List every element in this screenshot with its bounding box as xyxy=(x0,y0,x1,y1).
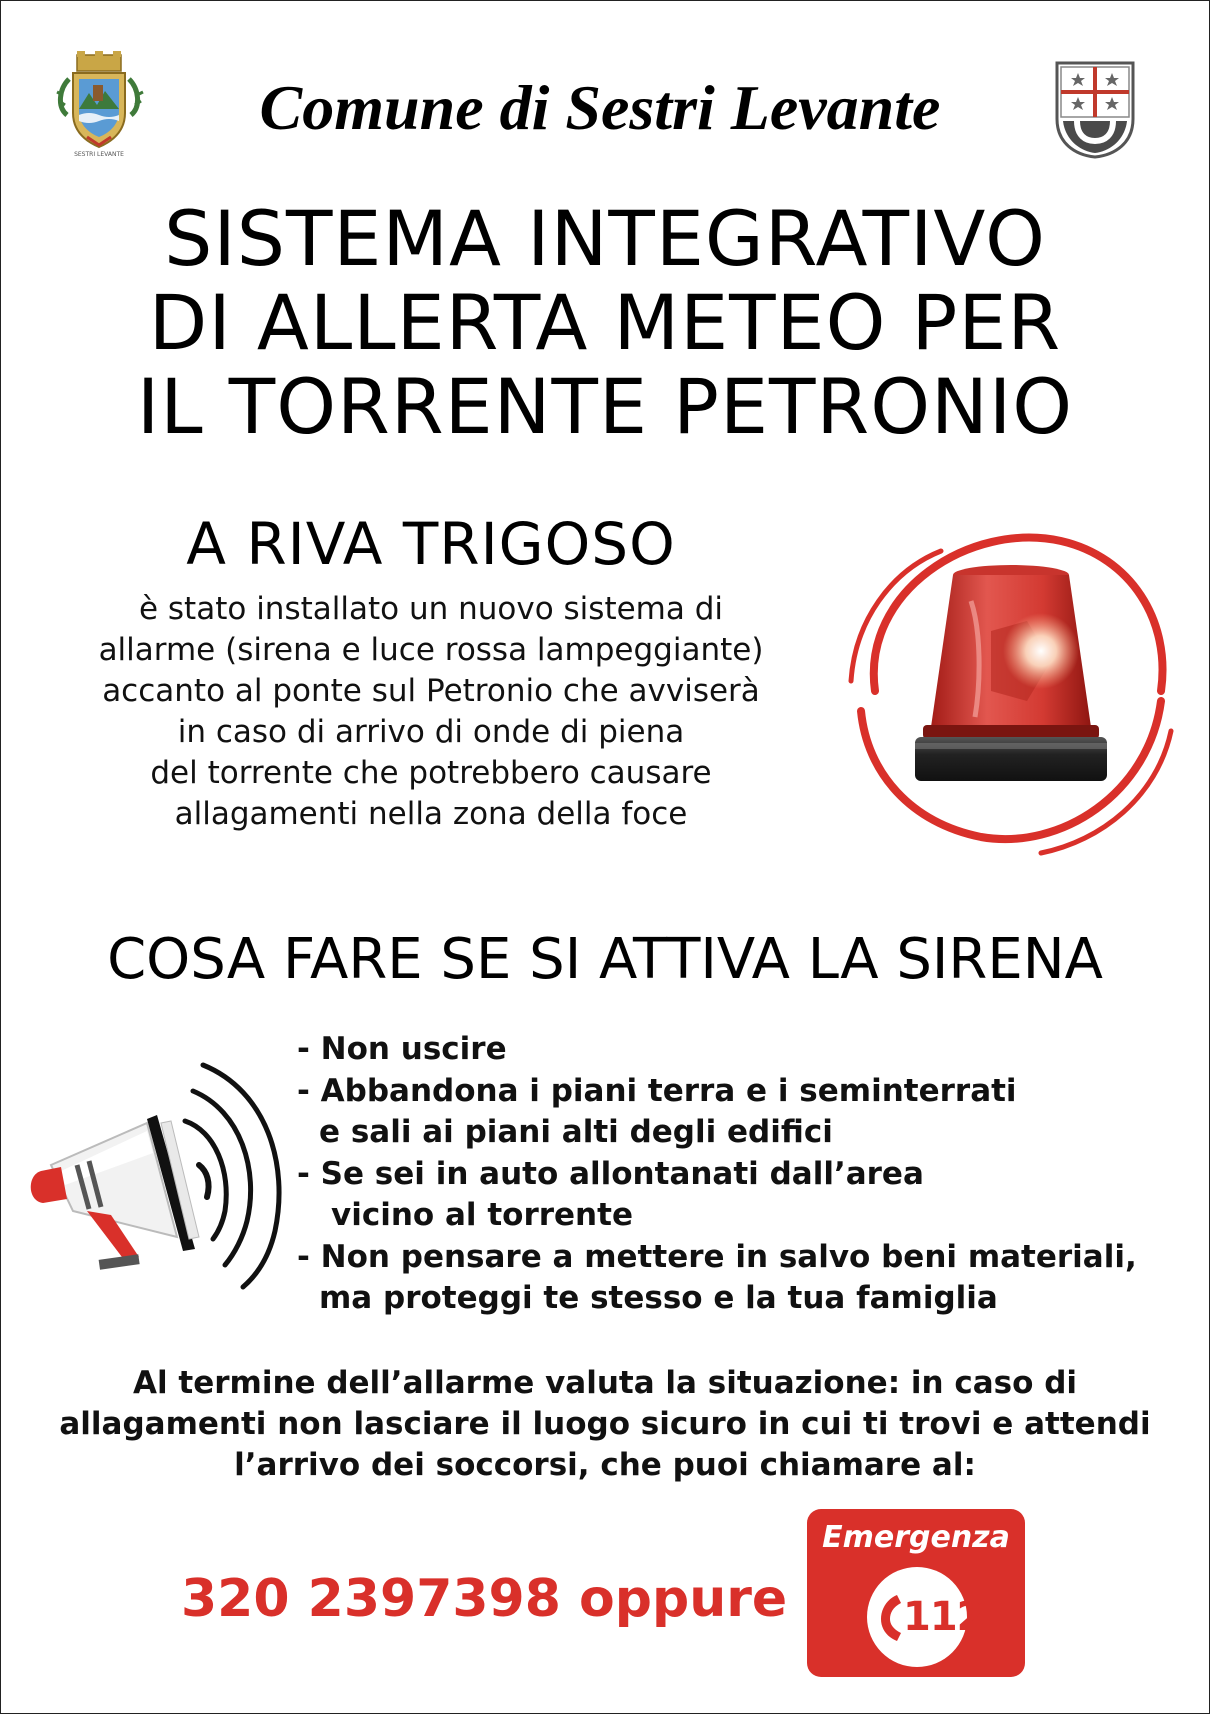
coat-of-arms-caption: SESTRI LEVANTE xyxy=(74,151,124,158)
description-line: del torrente che potrebbero causare xyxy=(150,755,712,791)
instructions-list xyxy=(297,1029,1197,1320)
liguria-region-shield-icon xyxy=(1053,59,1137,159)
municipality-title: Comune di Sestri Levante xyxy=(259,72,941,143)
main-title-line: DI ALLERTA METEO PER xyxy=(148,278,1062,367)
list-item-continuation: ma proteggi te stesso e la tua famiglia xyxy=(319,1280,998,1316)
emergency-label: Emergenza xyxy=(822,1520,1010,1555)
phone-handset-icon xyxy=(877,1591,905,1643)
description-line: è stato installato un nuovo sistema di xyxy=(138,591,724,627)
megaphone-icon xyxy=(27,1061,297,1291)
main-title xyxy=(21,194,1189,451)
list-item: - Non uscire xyxy=(297,1031,507,1067)
location-description xyxy=(41,589,821,835)
main-title-line: SISTEMA INTEGRATIVO xyxy=(164,194,1046,283)
location-heading: A RIVA TRIGOSO xyxy=(186,510,676,578)
description-line: allarme (sirena e luce rossa lampeggiante) xyxy=(98,632,764,668)
red-siren-light-icon xyxy=(831,511,1191,861)
description-line: allagamenti nella zona della foce xyxy=(174,796,688,832)
list-item-continuation: vicino al torrente xyxy=(331,1197,633,1233)
emergency-112-badge[interactable] xyxy=(807,1509,1025,1677)
phone-number-link[interactable]: 320 2397398 oppure xyxy=(181,1569,788,1629)
list-item: - Abbandona i piani terra e i seminterrati xyxy=(297,1072,1017,1109)
emergency-number: 112 xyxy=(903,1594,984,1640)
closing-paragraph xyxy=(21,1363,1189,1486)
closing-line: allagamenti non lasciare il luogo sicuro in cui ti trovi e attendi xyxy=(59,1406,1151,1442)
closing-line: Al termine dell’allarme valuta la situazione: in caso di xyxy=(132,1365,1078,1401)
emergency-circle xyxy=(867,1567,984,1667)
list-item: - Non pensare a mettere in salvo beni materiali, xyxy=(297,1238,1137,1275)
list-item: - Se sei in auto allontanati dall’area xyxy=(297,1155,924,1192)
main-title-line: IL TORRENTE PETRONIO xyxy=(136,362,1074,451)
municipal-coat-of-arms-icon xyxy=(53,49,145,161)
description-line: accanto al ponte sul Petronio che avviserà xyxy=(102,673,760,709)
list-item-continuation: e sali ai piani alti degli edifici xyxy=(319,1114,833,1150)
description-line: in caso di arrivo di onde di piena xyxy=(177,714,685,750)
closing-line: l’arrivo dei soccorsi, che puoi chiamare al: xyxy=(234,1447,976,1483)
instructions-heading: COSA FARE SE SI ATTIVA LA SIRENA xyxy=(107,927,1103,992)
